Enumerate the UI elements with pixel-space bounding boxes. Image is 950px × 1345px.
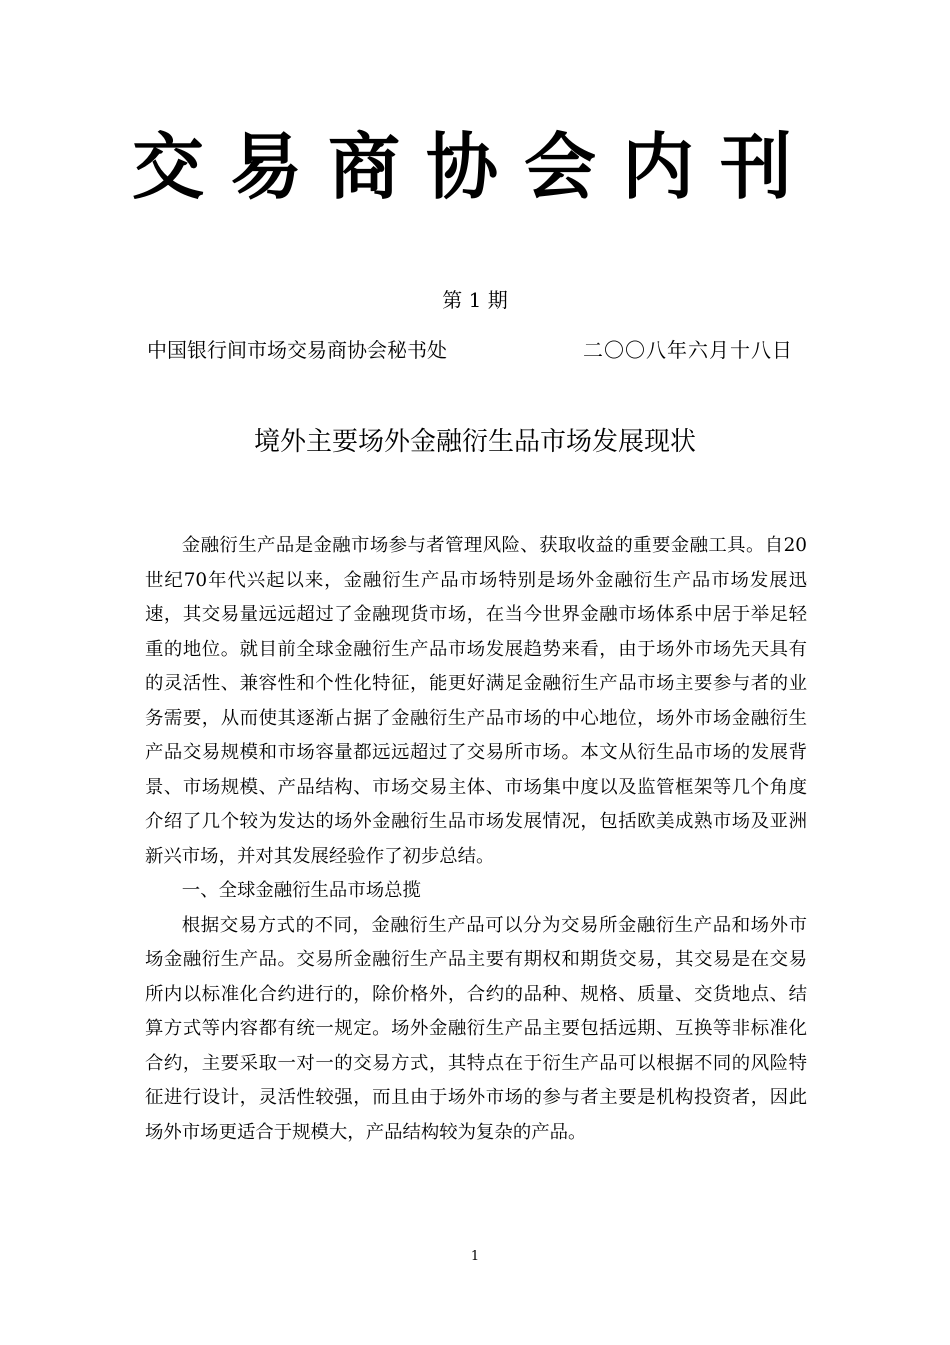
section-heading: 一、全球金融衍生品市场总揽 bbox=[181, 880, 421, 901]
section-paragraph: 根据交易方式的不同，金融衍生产品可以分为交易所金融衍生产品和场外市场金融衍生产品。交易所金融衍生产品主要有期权和期货交易，其交易是在交易所内以标准化合约进行的，除价格外，合约的品种、规格、质量、交货地点、结算方式等内容都有统一规定。场外金融衍生产品主要包括远期、互换等非标准化合约，主要采取一对一的交易方式，其特点在于衍生产品可以根据不同的风险特征进行设计，灵活性较强，而且由于场外市场的参与者主要是机构投资者，因此场外市场更适合于规模大，产品结构较为复杂的产品。 bbox=[145, 914, 807, 1143]
page-number: 1 bbox=[470, 1249, 480, 1264]
intro-paragraph: 金融衍生产品是金融市场参与者管理风险、获取收益的重要金融工具。自20世纪70年代兴起以来，金融衍生产品市场特别是场外金融衍生产品市场发展迅速，其交易量远远超过了金融现货市场，在当今世界金融市场体系中居于举足轻重的地位。就目前全球金融衍生产品市场发展趋势来看，由于场外市场先天具有的灵活性、兼容性和个性化特征，能更好满足金融衍生产品市场主要参与者的业务需要，从而使其逐渐占据了金融衍生产品市场的中心地位，场外市场金融衍生产品交易规模和市场容量都远远超过了交易所市场。本文从衍生品市场的发展背景、市场规模、产品结构、市场交易主体、市场集中度以及监管框架等几个角度介绍了几个较为发达的场外金融衍生品市场发展情况，包括欧美成熟市场及亚洲新兴市场，并对其发展经验作了初步总结。 bbox=[145, 535, 807, 867]
publisher-name: 中国银行间市场交易商协会秘书处 bbox=[147, 338, 447, 362]
publication-date: 二〇〇八年六月十八日 bbox=[583, 338, 793, 362]
masthead-title: 交易商协会内刊 bbox=[131, 124, 818, 209]
issue-number: 第 1 期 bbox=[442, 288, 508, 312]
article-title: 境外主要场外金融衍生品市场发展现状 bbox=[253, 427, 696, 457]
article-body bbox=[145, 529, 807, 1150]
